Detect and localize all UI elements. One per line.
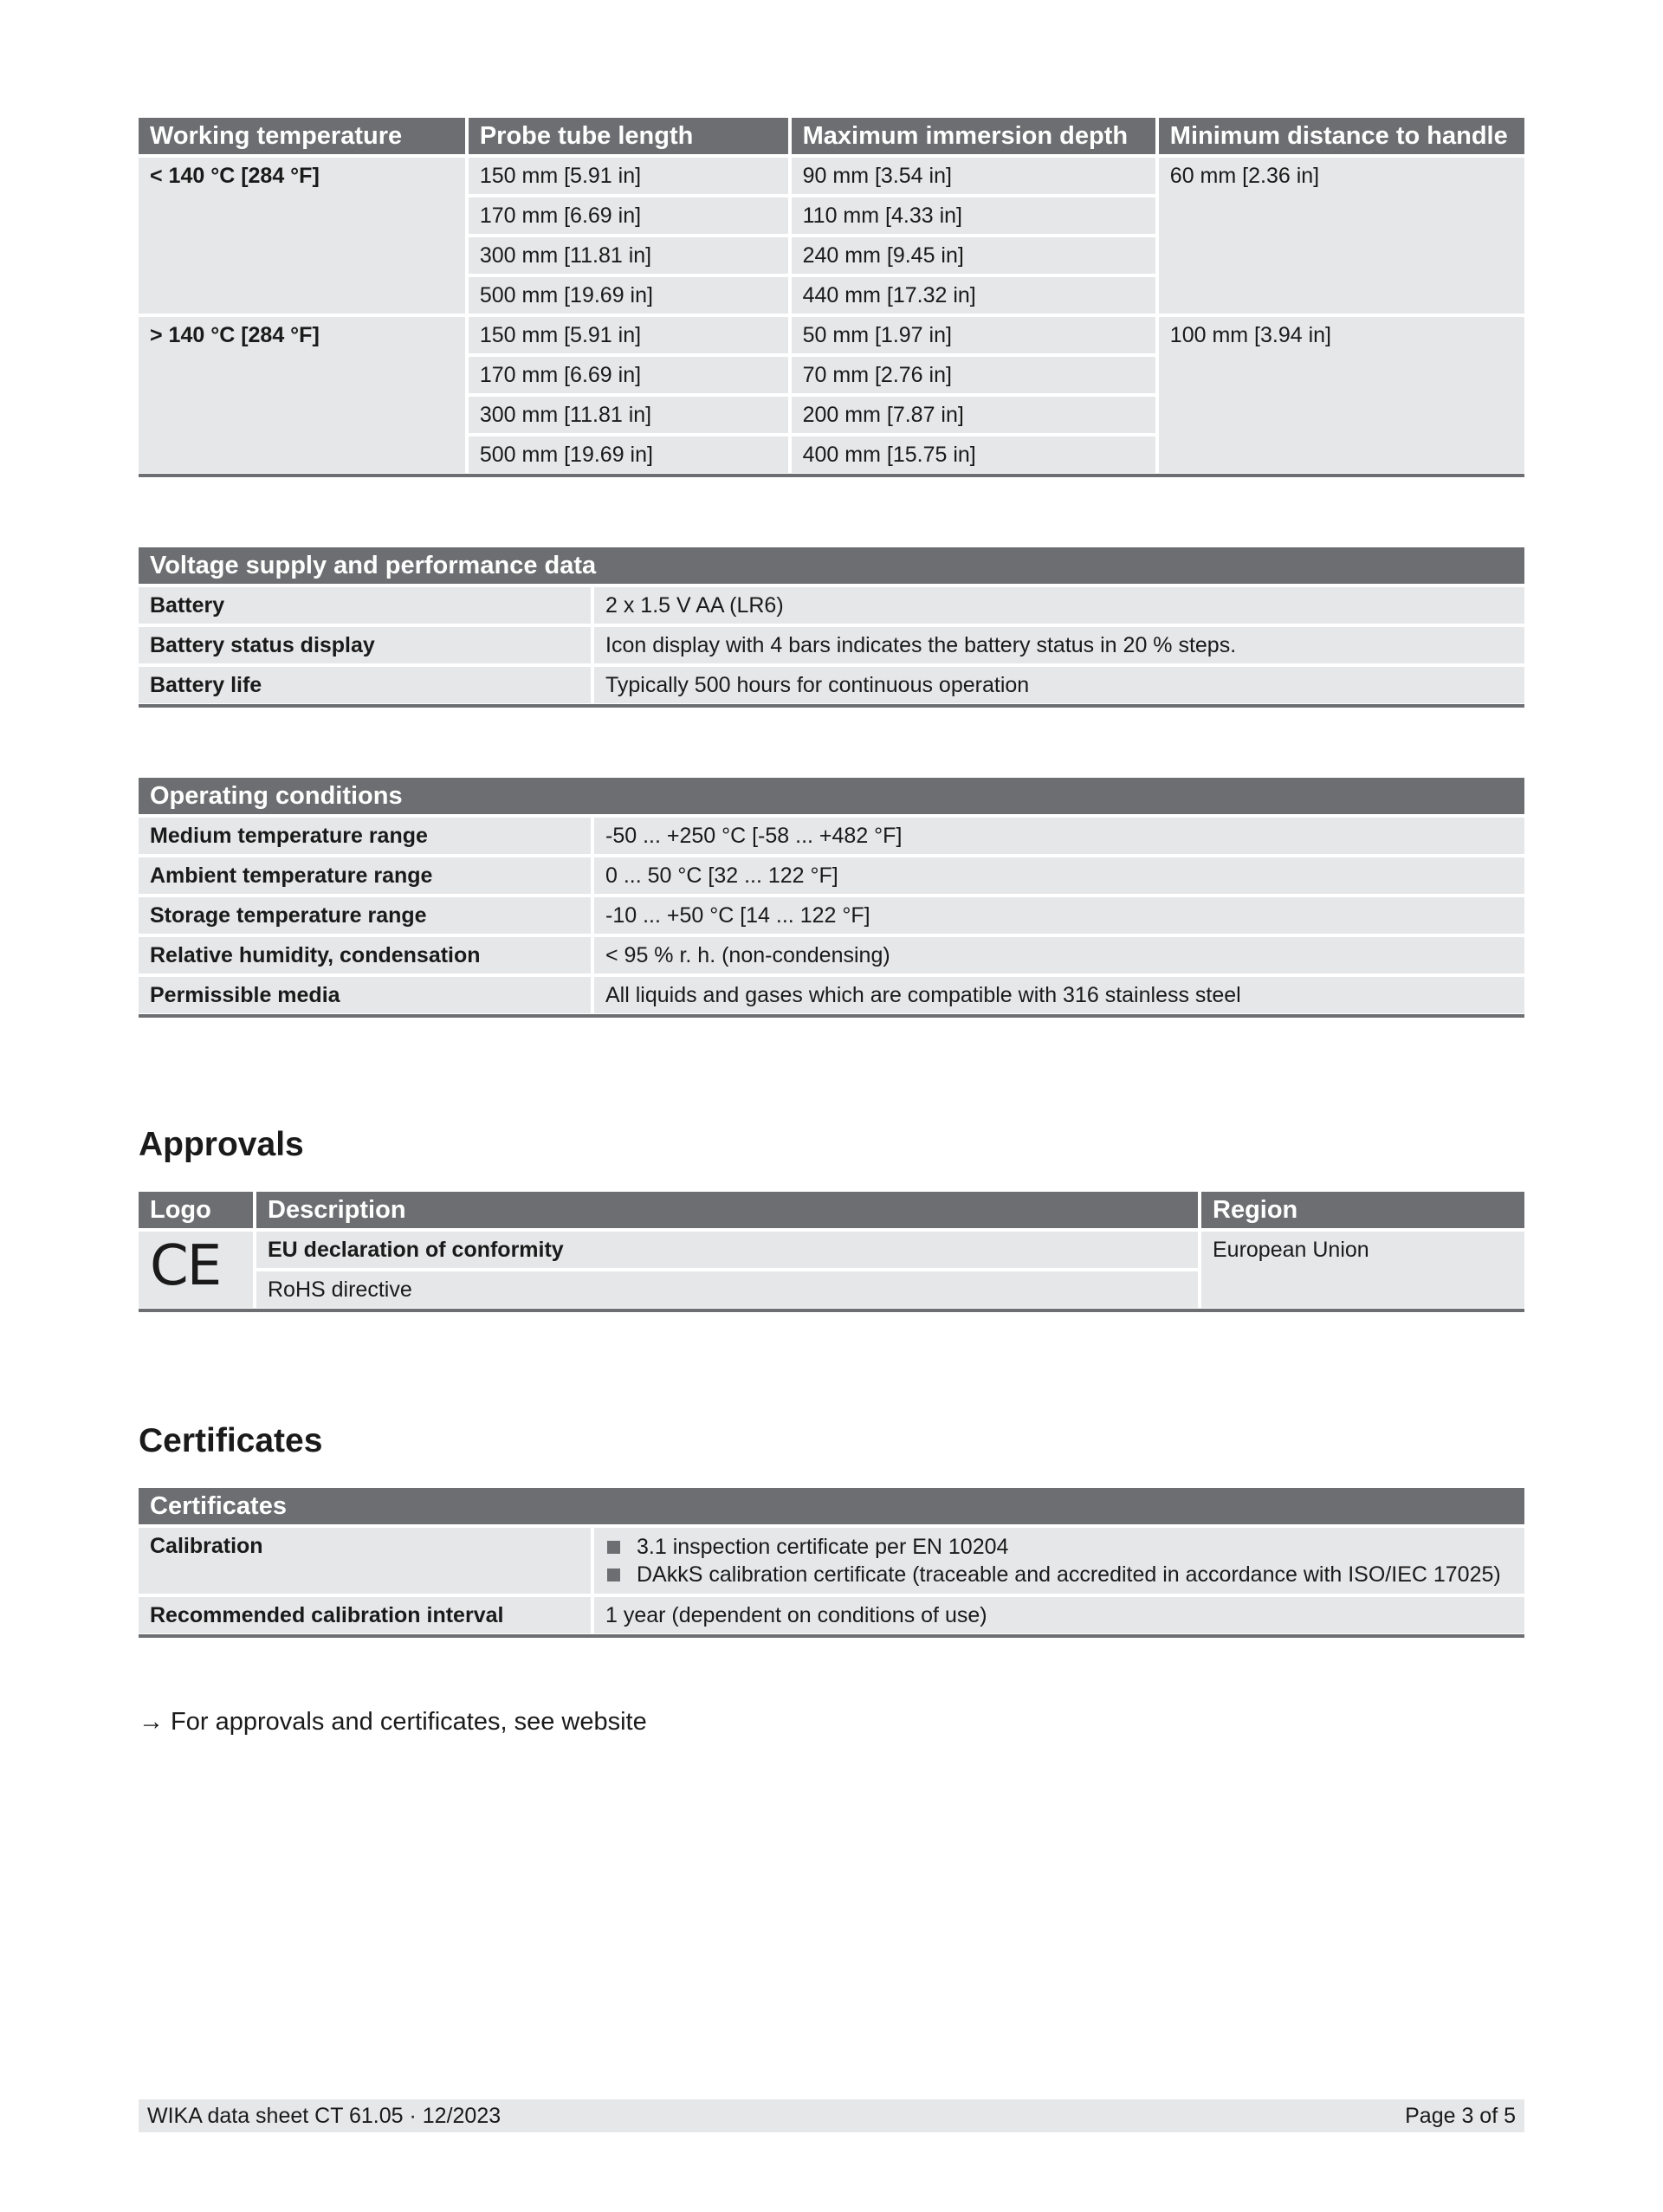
approvals-table-block xyxy=(139,1188,1524,1312)
table-row xyxy=(139,897,1524,934)
approvals-table xyxy=(135,1188,1528,1311)
immersion-depth-cell: 400 mm [15.75 in] xyxy=(792,437,1155,473)
table-bottom-rule xyxy=(139,1634,1524,1638)
row-value: -50 ... +250 °C [-58 ... +482 °F] xyxy=(594,818,1524,854)
immersion-depth-cell: 50 mm [1.97 in] xyxy=(792,317,1155,353)
working-temperature-cell: < 140 °C [284 °F] xyxy=(139,158,465,314)
table-title: Operating conditions xyxy=(139,778,1524,814)
table-row xyxy=(139,937,1524,973)
page-footer xyxy=(139,2099,1524,2132)
table-header-row xyxy=(139,118,1524,154)
immersion-table-block xyxy=(139,114,1524,477)
probe-length-cell: 500 mm [19.69 in] xyxy=(469,277,788,314)
column-header: Logo xyxy=(139,1192,253,1228)
calibration-list xyxy=(605,1528,1513,1594)
row-label: Calibration xyxy=(139,1528,591,1594)
row-value: 1 year (dependent on conditions of use) xyxy=(594,1597,1524,1633)
table-bottom-rule xyxy=(139,704,1524,708)
row-value: All liquids and gases which are compatible with 316 stainless steel xyxy=(594,977,1524,1013)
row-value: Typically 500 hours for continuous operation xyxy=(594,667,1524,703)
row-label: Battery xyxy=(139,587,591,624)
column-header: Region xyxy=(1201,1192,1524,1228)
approval-region: European Union xyxy=(1201,1232,1524,1308)
min-distance-cell: 60 mm [2.36 in] xyxy=(1159,158,1524,314)
ce-mark-icon: CE xyxy=(139,1232,253,1308)
table-row xyxy=(139,627,1524,663)
table-bottom-rule xyxy=(139,1014,1524,1018)
probe-length-cell: 170 mm [6.69 in] xyxy=(469,197,788,234)
row-label: Storage temperature range xyxy=(139,897,591,934)
working-temperature-cell: > 140 °C [284 °F] xyxy=(139,317,465,473)
operating-table-block xyxy=(139,774,1524,1018)
immersion-depth-cell: 70 mm [2.76 in] xyxy=(792,357,1155,393)
table-row xyxy=(139,1232,1524,1268)
immersion-depth-cell: 110 mm [4.33 in] xyxy=(792,197,1155,234)
immersion-depth-cell: 90 mm [3.54 in] xyxy=(792,158,1155,194)
immersion-table xyxy=(135,114,1528,476)
certificates-table xyxy=(135,1484,1528,1637)
table-row xyxy=(139,317,1524,353)
table-header-row xyxy=(139,547,1524,584)
row-value: -10 ... +50 °C [14 ... 122 °F] xyxy=(594,897,1524,934)
column-header: Maximum immersion depth xyxy=(792,118,1155,154)
row-label: Ambient temperature range xyxy=(139,857,591,894)
list-item: DAkkS calibration certificate (traceable and accredited in accordance with ISO/IEC 17025) xyxy=(605,1561,1513,1588)
column-header: Probe tube length xyxy=(469,118,788,154)
website-reference-note: → For approvals and certificates, see website xyxy=(139,1708,647,1736)
row-value: Icon display with 4 bars indicates the battery status in 20 % steps. xyxy=(594,627,1524,663)
row-label: Medium temperature range xyxy=(139,818,591,854)
immersion-depth-cell: 240 mm [9.45 in] xyxy=(792,237,1155,274)
immersion-depth-cell: 440 mm [17.32 in] xyxy=(792,277,1155,314)
probe-length-cell: 300 mm [11.81 in] xyxy=(469,237,788,274)
table-row xyxy=(139,667,1524,703)
table-row xyxy=(139,977,1524,1013)
immersion-depth-cell: 200 mm [7.87 in] xyxy=(792,397,1155,433)
row-value: 2 x 1.5 V AA (LR6) xyxy=(594,587,1524,624)
table-title: Certificates xyxy=(139,1488,1524,1524)
approval-description: EU declaration of conformity xyxy=(256,1232,1198,1268)
list-item: 3.1 inspection certificate per EN 10204 xyxy=(605,1533,1513,1561)
table-bottom-rule xyxy=(139,1309,1524,1312)
table-title: Voltage supply and performance data xyxy=(139,547,1524,584)
row-label: Battery status display xyxy=(139,627,591,663)
row-label: Permissible media xyxy=(139,977,591,1013)
probe-length-cell: 170 mm [6.69 in] xyxy=(469,357,788,393)
column-header: Working temperature xyxy=(139,118,465,154)
row-value: < 95 % r. h. (non-condensing) xyxy=(594,937,1524,973)
calibration-list-cell xyxy=(594,1528,1524,1594)
row-label: Relative humidity, condensation xyxy=(139,937,591,973)
voltage-table-block xyxy=(139,544,1524,708)
voltage-table xyxy=(135,544,1528,707)
probe-length-cell: 500 mm [19.69 in] xyxy=(469,437,788,473)
table-row xyxy=(139,857,1524,894)
row-value: 0 ... 50 °C [32 ... 122 °F] xyxy=(594,857,1524,894)
row-label: Battery life xyxy=(139,667,591,703)
footer-document-id: WIKA data sheet CT 61.05 · 12/2023 xyxy=(147,2104,501,2128)
column-header: Minimum distance to handle xyxy=(1159,118,1524,154)
probe-length-cell: 300 mm [11.81 in] xyxy=(469,397,788,433)
footer-page-number: Page 3 of 5 xyxy=(1405,2104,1516,2128)
row-label: Recommended calibration interval xyxy=(139,1597,591,1633)
certificates-table-block xyxy=(139,1484,1524,1638)
table-row xyxy=(139,587,1524,624)
approval-description: RoHS directive xyxy=(256,1271,1198,1308)
table-row xyxy=(139,818,1524,854)
table-bottom-rule xyxy=(139,474,1524,477)
table-header-row xyxy=(139,1488,1524,1524)
probe-length-cell: 150 mm [5.91 in] xyxy=(469,158,788,194)
certificates-heading: Certificates xyxy=(139,1422,323,1459)
operating-table xyxy=(135,774,1528,1017)
table-header-row xyxy=(139,778,1524,814)
probe-length-cell: 150 mm [5.91 in] xyxy=(469,317,788,353)
table-header-row xyxy=(139,1192,1524,1228)
approvals-heading: Approvals xyxy=(139,1126,304,1163)
table-row xyxy=(139,1597,1524,1633)
table-row xyxy=(139,1528,1524,1594)
column-header: Description xyxy=(256,1192,1198,1228)
min-distance-cell: 100 mm [3.94 in] xyxy=(1159,317,1524,473)
table-row xyxy=(139,158,1524,194)
